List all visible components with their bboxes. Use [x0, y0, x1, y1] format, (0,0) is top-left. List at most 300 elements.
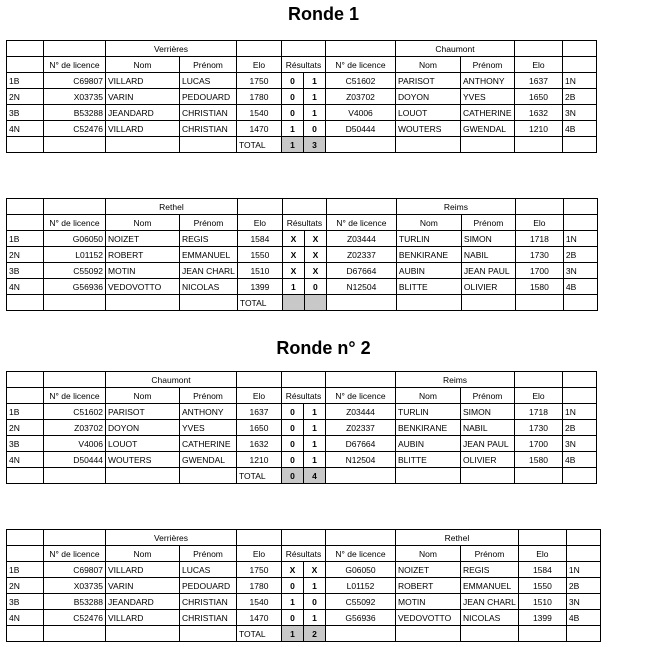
empty-cell [106, 137, 180, 153]
table-row [7, 105, 597, 121]
total-right: 2 [304, 626, 326, 642]
empty-cell [282, 199, 326, 215]
result-right: 1 [304, 89, 326, 105]
result-left: 0 [282, 610, 304, 626]
total-label: TOTAL [237, 295, 282, 311]
board-right: 4B [563, 279, 597, 295]
nom-header: Nom [396, 388, 461, 404]
nom-right: NOIZET [396, 562, 461, 578]
prenom-left: CHRISTIAN [180, 594, 237, 610]
elo-right: 1584 [518, 562, 566, 578]
prenom-right: YVES [461, 89, 515, 105]
elo-left: 1470 [237, 610, 282, 626]
empty-cell [515, 199, 563, 215]
licence-left: C51602 [44, 404, 106, 420]
licence-right: Z02337 [326, 247, 396, 263]
nom-left: VARIN [106, 578, 180, 594]
nom-header: Nom [106, 57, 180, 73]
result-left: 0 [282, 404, 304, 420]
board-left: 3B [7, 263, 44, 279]
empty-cell [461, 137, 515, 153]
prenom-left: PEDOUARD [180, 578, 237, 594]
nom-header: Nom [106, 388, 180, 404]
empty-cell [563, 388, 597, 404]
empty-cell [44, 41, 106, 57]
table-row [7, 562, 601, 578]
empty-cell [7, 295, 44, 311]
empty-cell [44, 137, 106, 153]
elo-header: Elo [515, 388, 563, 404]
licence-header: N° de licence [44, 546, 106, 562]
prenom-left: GWENDAL [180, 452, 237, 468]
empty-cell [518, 530, 566, 546]
total-row [7, 468, 597, 484]
elo-right: 1580 [515, 452, 563, 468]
empty-cell [180, 626, 237, 642]
licence-right: D67664 [326, 436, 396, 452]
licence-left: C52476 [44, 121, 106, 137]
results-header: Résultats [282, 215, 326, 231]
licence-right: L01152 [326, 578, 396, 594]
empty-cell [44, 530, 106, 546]
ronde-title: Ronde 1 [287, 4, 359, 24]
licence-left: X03735 [44, 89, 106, 105]
empty-cell [326, 372, 396, 388]
result-left: 0 [282, 420, 304, 436]
elo-right: 1637 [515, 73, 563, 89]
prenom-right: OLIVIER [461, 452, 515, 468]
empty-cell [515, 41, 563, 57]
empty-cell [7, 199, 44, 215]
board-left: 4N [7, 610, 44, 626]
table-row [7, 121, 597, 137]
total-label: TOTAL [237, 137, 282, 153]
empty-cell [563, 215, 597, 231]
elo-header: Elo [515, 215, 563, 231]
licence-right: N12504 [326, 452, 396, 468]
board-left: 2N [7, 420, 44, 436]
table-row [7, 420, 597, 436]
result-right: 1 [304, 105, 326, 121]
board-left: 1B [7, 231, 44, 247]
empty-cell [563, 372, 597, 388]
team-row [7, 41, 597, 57]
result-left: 1 [282, 594, 304, 610]
nom-right: VEDOVOTTO [396, 610, 461, 626]
prenom-header: Prénom [180, 215, 238, 231]
result-right: 1 [304, 404, 326, 420]
elo-header: Elo [237, 57, 282, 73]
empty-cell [44, 626, 106, 642]
results-header: Résultats [282, 546, 326, 562]
board-right: 1N [566, 562, 600, 578]
left-team-name: Chaumont [106, 372, 237, 388]
prenom-header: Prénom [180, 388, 237, 404]
team-row [7, 372, 597, 388]
total-label: TOTAL [237, 468, 282, 484]
match-table [6, 40, 597, 153]
nom-left: NOIZET [106, 231, 180, 247]
empty-cell [7, 626, 44, 642]
empty-cell [237, 372, 282, 388]
prenom-right: CATHERINE [461, 105, 515, 121]
elo-left: 1470 [237, 121, 282, 137]
elo-header: Elo [237, 546, 282, 562]
board-right: 2B [566, 578, 600, 594]
elo-right: 1700 [515, 263, 563, 279]
prenom-left: CHRISTIAN [180, 105, 237, 121]
board-left: 3B [7, 436, 44, 452]
elo-header: Elo [515, 57, 563, 73]
licence-left: V4006 [44, 436, 106, 452]
licence-right: V4006 [326, 105, 396, 121]
elo-header: Elo [237, 215, 282, 231]
empty-cell [518, 626, 566, 642]
empty-cell [515, 372, 563, 388]
elo-right: 1210 [515, 121, 563, 137]
board-right: 2B [563, 89, 597, 105]
result-right: 0 [304, 279, 326, 295]
prenom-right: JEAN PAUL [461, 436, 515, 452]
elo-left: 1510 [237, 263, 282, 279]
prenom-right: EMMANUEL [461, 578, 519, 594]
licence-right: N12504 [326, 279, 396, 295]
left-team-name: Verrières [106, 530, 237, 546]
total-left: 1 [282, 626, 304, 642]
nom-right: ROBERT [396, 578, 461, 594]
empty-cell [515, 295, 563, 311]
ronde-title: Ronde n° 2 [276, 338, 371, 358]
empty-cell [326, 137, 396, 153]
licence-right: G56936 [326, 610, 396, 626]
nom-right: TURLIN [396, 404, 461, 420]
nom-right: BLITTE [396, 452, 461, 468]
empty-cell [563, 137, 597, 153]
empty-cell [282, 372, 326, 388]
empty-cell [326, 468, 396, 484]
result-left: 0 [282, 73, 304, 89]
result-right: 1 [304, 420, 326, 436]
result-left: X [282, 263, 304, 279]
result-left: 0 [282, 105, 304, 121]
prenom-header: Prénom [180, 57, 237, 73]
header-row [7, 57, 597, 73]
right-team-name: Rethel [396, 530, 519, 546]
prenom-left: ANTHONY [180, 404, 237, 420]
prenom-right: OLIVIER [461, 279, 515, 295]
empty-cell [563, 468, 597, 484]
nom-left: WOUTERS [106, 452, 180, 468]
result-left: 1 [282, 279, 304, 295]
table-row [7, 578, 601, 594]
empty-cell [237, 41, 282, 57]
empty-cell [7, 137, 44, 153]
empty-cell [282, 41, 326, 57]
elo-left: 1780 [237, 89, 282, 105]
empty-cell [7, 57, 44, 73]
left-team-name: Rethel [106, 199, 238, 215]
result-left: X [282, 247, 304, 263]
prenom-right: SIMON [461, 231, 515, 247]
board-right: 1N [563, 231, 597, 247]
results-header: Résultats [282, 57, 326, 73]
empty-cell [396, 295, 461, 311]
elo-left: 1540 [237, 105, 282, 121]
licence-header: N° de licence [326, 215, 396, 231]
total-row [7, 137, 597, 153]
empty-cell [563, 295, 597, 311]
licence-left: X03735 [44, 578, 106, 594]
elo-right: 1700 [515, 436, 563, 452]
elo-left: 1637 [237, 404, 282, 420]
prenom-left: LUCAS [180, 562, 237, 578]
empty-cell [563, 57, 597, 73]
licence-right: Z03702 [326, 89, 396, 105]
nom-left: VILLARD [106, 562, 180, 578]
elo-right: 1718 [515, 231, 563, 247]
licence-left: L01152 [44, 247, 106, 263]
nom-left: VILLARD [106, 73, 180, 89]
result-right: 0 [304, 594, 326, 610]
nom-header: Nom [396, 546, 461, 562]
licence-right: G06050 [326, 562, 396, 578]
elo-left: 1780 [237, 578, 282, 594]
nom-left: VARIN [106, 89, 180, 105]
prenom-right: NICOLAS [461, 610, 519, 626]
empty-cell [566, 626, 600, 642]
prenom-right: NABIL [461, 247, 515, 263]
prenom-left: LUCAS [180, 73, 237, 89]
total-left: 0 [282, 468, 304, 484]
right-team-name: Chaumont [396, 41, 515, 57]
elo-left: 1584 [237, 231, 282, 247]
table-row [7, 452, 597, 468]
empty-cell [563, 41, 597, 57]
results-header: Résultats [282, 388, 326, 404]
empty-cell [461, 295, 515, 311]
nom-right: MOTIN [396, 594, 461, 610]
empty-cell [106, 626, 180, 642]
licence-right: D67664 [326, 263, 396, 279]
nom-right: BENKIRANE [396, 420, 461, 436]
elo-right: 1550 [518, 578, 566, 594]
nom-left: VILLARD [106, 121, 180, 137]
licence-header: N° de licence [44, 57, 106, 73]
nom-right: BENKIRANE [396, 247, 461, 263]
elo-left: 1750 [237, 562, 282, 578]
match-table [6, 371, 597, 484]
licence-left: Z03702 [44, 420, 106, 436]
elo-left: 1399 [237, 279, 282, 295]
nom-left: MOTIN [106, 263, 180, 279]
empty-cell [180, 137, 237, 153]
licence-right: Z03444 [326, 404, 396, 420]
elo-right: 1632 [515, 105, 563, 121]
team-row [7, 199, 598, 215]
empty-cell [180, 468, 237, 484]
nom-right: AUBIN [396, 263, 461, 279]
prenom-left: JEAN CHARL [180, 263, 238, 279]
nom-left: PARISOT [106, 404, 180, 420]
empty-cell [326, 41, 396, 57]
elo-left: 1210 [237, 452, 282, 468]
empty-cell [7, 530, 44, 546]
match-table [6, 529, 601, 642]
licence-left: C52476 [44, 610, 106, 626]
board-left: 3B [7, 105, 44, 121]
empty-cell [282, 530, 326, 546]
empty-cell [326, 295, 396, 311]
board-left: 4N [7, 452, 44, 468]
licence-left: C69807 [44, 73, 106, 89]
nom-left: VEDOVOTTO [106, 279, 180, 295]
empty-cell [396, 137, 461, 153]
prenom-left: CATHERINE [180, 436, 237, 452]
table-row [7, 610, 601, 626]
board-right: 3N [563, 263, 597, 279]
licence-header: N° de licence [326, 388, 396, 404]
elo-header: Elo [518, 546, 566, 562]
empty-cell [7, 468, 44, 484]
nom-left: JEANDARD [106, 594, 180, 610]
board-left: 2N [7, 89, 44, 105]
prenom-left: REGIS [180, 231, 238, 247]
nom-header: Nom [106, 215, 180, 231]
elo-right: 1730 [515, 420, 563, 436]
licence-right: Z03444 [326, 231, 396, 247]
board-right: 3N [563, 105, 597, 121]
table-row [7, 247, 598, 263]
licence-left: C69807 [44, 562, 106, 578]
empty-cell [106, 468, 180, 484]
empty-cell [515, 468, 563, 484]
result-left: 1 [282, 121, 304, 137]
licence-right: Z02337 [326, 420, 396, 436]
empty-cell [326, 626, 396, 642]
header-row [7, 546, 601, 562]
result-right: 1 [304, 436, 326, 452]
licence-left: G56936 [44, 279, 106, 295]
licence-left: G06050 [44, 231, 106, 247]
licence-header: N° de licence [326, 546, 396, 562]
board-right: 4B [563, 452, 597, 468]
licence-right: C51602 [326, 73, 396, 89]
board-left: 1B [7, 73, 44, 89]
elo-right: 1730 [515, 247, 563, 263]
nom-left: LOUOT [106, 436, 180, 452]
result-right: X [304, 263, 326, 279]
prenom-left: NICOLAS [180, 279, 238, 295]
board-right: 3N [563, 436, 597, 452]
empty-cell [515, 137, 563, 153]
nom-header: Nom [396, 57, 461, 73]
prenom-right: NABIL [461, 420, 515, 436]
nom-left: DOYON [106, 420, 180, 436]
prenom-right: SIMON [461, 404, 515, 420]
prenom-right: JEAN PAUL [461, 263, 515, 279]
empty-cell [44, 372, 106, 388]
total-right: 4 [304, 468, 326, 484]
prenom-header: Prénom [180, 546, 237, 562]
board-right: 4B [566, 610, 600, 626]
empty-cell [7, 388, 44, 404]
total-left [282, 295, 304, 311]
result-left: X [282, 231, 304, 247]
table-row [7, 89, 597, 105]
empty-cell [326, 530, 396, 546]
nom-right: WOUTERS [396, 121, 461, 137]
board-left: 1B [7, 562, 44, 578]
result-left: 0 [282, 436, 304, 452]
empty-cell [44, 199, 106, 215]
nom-left: JEANDARD [106, 105, 180, 121]
elo-left: 1550 [237, 247, 282, 263]
result-left: 0 [282, 452, 304, 468]
licence-left: B53288 [44, 105, 106, 121]
prenom-right: JEAN CHARL [461, 594, 519, 610]
empty-cell [106, 295, 180, 311]
result-right: 1 [304, 452, 326, 468]
empty-cell [461, 626, 519, 642]
prenom-header: Prénom [461, 546, 519, 562]
elo-right: 1580 [515, 279, 563, 295]
elo-left: 1632 [237, 436, 282, 452]
licence-right: C55092 [326, 594, 396, 610]
nom-left: ROBERT [106, 247, 180, 263]
total-row [7, 626, 601, 642]
result-right: 1 [304, 578, 326, 594]
right-team-name: Reims [396, 372, 515, 388]
result-right: 1 [304, 610, 326, 626]
result-left: 0 [282, 578, 304, 594]
prenom-left: CHRISTIAN [180, 610, 237, 626]
total-left: 1 [282, 137, 304, 153]
board-left: 4N [7, 121, 44, 137]
match-table [6, 198, 598, 311]
table-row [7, 436, 597, 452]
prenom-right: REGIS [461, 562, 519, 578]
prenom-header: Prénom [461, 215, 515, 231]
empty-cell [396, 626, 461, 642]
elo-left: 1750 [237, 73, 282, 89]
result-right: X [304, 247, 326, 263]
board-right: 2B [563, 420, 597, 436]
empty-cell [563, 199, 597, 215]
board-left: 3B [7, 594, 44, 610]
nom-right: TURLIN [396, 231, 461, 247]
header-row [7, 215, 598, 231]
total-right: 3 [304, 137, 326, 153]
table-row [7, 279, 598, 295]
nom-header: Nom [106, 546, 180, 562]
board-left: 4N [7, 279, 44, 295]
board-left: 2N [7, 578, 44, 594]
board-right: 1N [563, 73, 597, 89]
table-row [7, 404, 597, 420]
empty-cell [7, 215, 44, 231]
table-row [7, 73, 597, 89]
nom-right: LOUOT [396, 105, 461, 121]
licence-left: C55092 [44, 263, 106, 279]
team-row [7, 530, 601, 546]
table-row [7, 263, 598, 279]
result-right: 0 [304, 121, 326, 137]
licence-right: D50444 [326, 121, 396, 137]
empty-cell [44, 468, 106, 484]
board-left: 1B [7, 404, 44, 420]
total-label: TOTAL [237, 626, 282, 642]
prenom-right: GWENDAL [461, 121, 515, 137]
